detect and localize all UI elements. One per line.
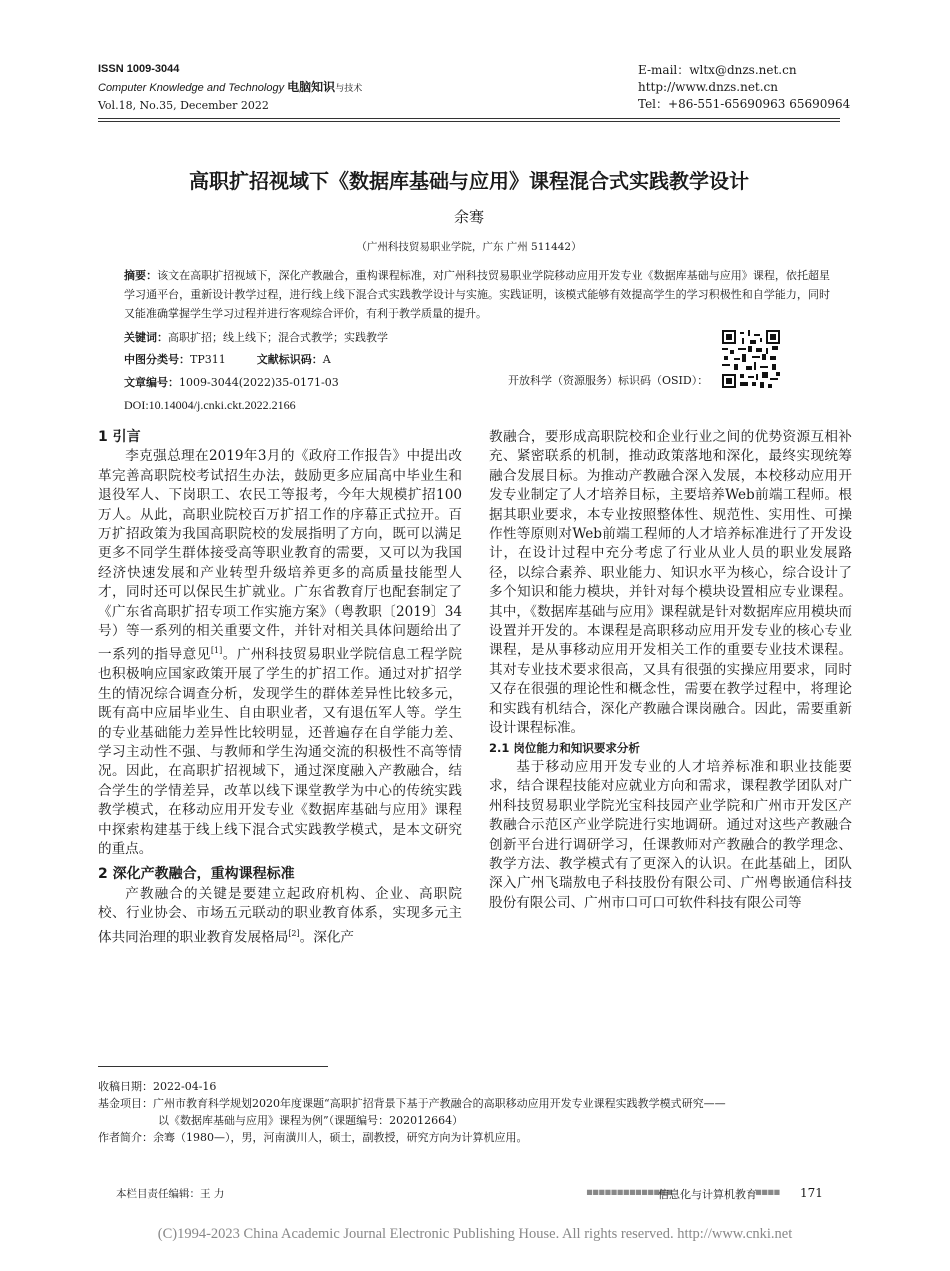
section-2-1-heading: 2.1 岗位能力和知识要求分析 — [489, 740, 640, 755]
right-paragraph-1: 教融合，要形成高职院校和企业行业之间的优势资源互相补充、紧密联系的机制，推动政策落地和深化，最终实现统筹融合发展目标。为推动产教融合深入发展，本校移动应用开发专业制定了人才培养目标，主要培养Web前端工程师。根据其职业要求，本专业按照整体性、规范性、实用性、可操作性等原则对Web前端工程师的人才培养标准进行了开发设计，在设计过程中充分考虑了行业从业人员的职业发展路径，以综合素养、职业能力、知识水平为核心，综合设计了多个知识和能力模块，并针对每个模块设置相应专业课程。其中，《数据库基础与应用》课程就是针对数据库应用模块而设置并开发的。本课程是高职移动应用开发专业的核心专业课程，是从事移动应用开发相关工作的重要专业技术课程。其对专业技术要求很高，又具有很强的实操应用要求，同时又存在很强的理论性和概念性，需要在教学过程中，将理论和实践有机结合，深化产教融合课岗融合。因此，需要重新设计课程标准。 — [489, 429, 852, 737]
ref-1: [1] — [210, 646, 223, 656]
article-number — [124, 373, 339, 393]
keywords-text: 高职扩招；线上线下；混合式教学；实践教学 — [168, 331, 388, 344]
clc-label: 中图分类号： — [124, 353, 190, 366]
ref-2: [2] — [288, 928, 300, 938]
article-no-text: 1009-3044(2022)35-0171-03 — [179, 376, 339, 389]
osid-label: 开放科学（资源服务）标识码（OSID）： — [508, 374, 709, 387]
section-1-heading: 1 引言 — [98, 429, 141, 445]
classification — [124, 350, 331, 370]
doc-code-label: 文献标识码： — [256, 353, 323, 366]
header-rule-2 — [98, 121, 840, 122]
qr-code-icon — [722, 330, 780, 388]
contact-website: http://www.dnzs.net.cn — [638, 80, 779, 94]
footnote-rule — [98, 1066, 328, 1067]
right-paragraph-2: 基于移动应用开发专业的人才培养标准和职业技能要求，结合课程技能对应就业方向和需求，课程教学团队对广州科技贸易职业学院光宝科技园产业学院和广州市开发区产教融合示范区产业学院进行实地调研。通过对这些产教融合创新平台进行调研学习，任课教师对产教融合的教学理念、教学方法、教学模式有了更深入的认识。在此基础上，团队深入广州飞瑞敖电子科技股份有限公司、广州粤嵌通信科技股份有限公司、广州市口可口可软件科技有限公司等 — [489, 758, 852, 911]
abstract-label: 摘要： — [124, 269, 158, 282]
keywords-label: 关键词： — [124, 331, 168, 344]
contact-info — [638, 62, 850, 113]
abstract — [124, 266, 830, 323]
section-2-text: 产教融合的关键是要建立起政府机构、企业、高职院校、行业协会、市场五元联动的职业教育体系，实现多元主体共同治理的职业教育发展格局 — [98, 885, 462, 946]
affiliation: （广州科技贸易职业学院，广东 广州 511442） — [356, 241, 582, 253]
journal-name-en: Computer Knowledge and Technology — [98, 82, 285, 94]
journal-name-cn-small: 与技术 — [335, 83, 363, 93]
section-2-text-tail: 。深化产 — [299, 929, 355, 946]
volume-info: Vol.18, No.35, December 2022 — [98, 99, 269, 112]
received-date: 收稿日期：2022-04-16 — [98, 1080, 217, 1093]
footer-dots-left: ▪▪▪▪▪▪▪▪▪▪▪▪▪▪ — [586, 1186, 672, 1198]
right-column — [489, 428, 852, 913]
article-no-label: 文章编号： — [124, 376, 179, 389]
doi: DOI:10.14004/j.cnki.ckt.2022.2166 — [124, 398, 296, 412]
footer-section: 信息化与计算机教育 — [658, 1188, 757, 1201]
section-2-paragraph — [98, 885, 462, 948]
header-rule — [98, 118, 840, 119]
intro-text-tail: 。广州科技贸易职业学院信息工程学院也积极响应国家政策开展了学生的扩招工作。通过对扩招学生的情况综合调查分析，发现学生的群体差异性比较多元，既有高中应届毕业生、自由职业者，又有退伍军人等。学生的专业基础能力差异性比较明显，还普遍存在自学能力差、学习主动性不强、与教师和学生沟通交流的积极性不高等情况。因此，在高职扩招视域下，通过深度融入产教融合，结合学生的学情差异，改革以线下课堂教学为中心的传统实践教学模式，在移动应用开发专业《数据库基础与应用》课程中探索构建基于线上线下混合式实践教学模式，是本文研究的重点。 — [98, 647, 463, 858]
contact-email: E-mail：wltx@dnzs.net.cn — [638, 63, 797, 77]
fund-info: 基金项目：广州市教育科学规划2020年度课题“高职扩招背景下基于产教融合的高职移动应用开发专业课程实践教学模式研究—— — [98, 1097, 726, 1110]
left-column — [98, 428, 462, 948]
issn: ISSN 1009-3044 — [98, 63, 180, 75]
clc-text: TP311 — [190, 353, 226, 366]
page-number: 171 — [800, 1186, 823, 1200]
editor-credit: 本栏目责任编辑：王 力 — [116, 1188, 225, 1200]
author-name: 余骞 — [453, 208, 484, 226]
footer-dots-right: ▪▪▪▪ — [755, 1186, 780, 1198]
keywords — [124, 328, 388, 348]
intro-paragraph — [98, 447, 462, 859]
doc-code-text: A — [322, 353, 331, 366]
paper-title: 高职扩招视域下《数据库基础与应用》课程混合式实践教学设计 — [189, 169, 749, 193]
intro-text: 李克强总理在2019年3月的《政府工作报告》中提出改革完善高职院校考试招生办法，鼓励更多应届高中毕业生和退役军人、下岗职工、农民工等报考，今年大规模扩招100万人。从此，高职业院校百万扩招工作的序幕正式拉开。百万扩招政策为我国高职院校的发展指明了方向，既可以满足更多不同学生群体接受高等职业教育的需要，又可以为我国经济快速发展和产业转型升级培养更多的高质量技能型人才，同时还可以保民生扩就业。广东省教育厅也配套制定了《广东省高职扩招专项工作实施方案》（粤教职〔2019〕34号）等一系列的相关重要文件，并针对相关具体问题给出了一系列的指导意见 — [98, 448, 462, 663]
journal-header — [98, 60, 362, 115]
journal-name-cn: 电脑知识 — [287, 80, 336, 94]
abstract-text: 该文在高职扩招视域下，深化产教融合，重构课程标准，对广州科技贸易职业学院移动应用开发专业《数据库基础与应用》课程，依托超星学习通平台，重新设计教学过程，进行线上线下混合式实践教学设计与实施。实践证明，该模式能够有效提高学生的学习积极性和自学能力，同时又能准确掌握学生学习过程并进行客观综合评价，有利于教学质量的提升。 — [124, 269, 831, 320]
footnotes — [98, 1078, 840, 1146]
author-info: 作者简介：余骞（1980—），男，河南潢川人，硕士，副教授，研究方向为计算机应用。 — [98, 1131, 528, 1144]
section-2-heading: 2 深化产教融合，重构课程标准 — [98, 866, 295, 883]
fund-info-2: 以《数据库基础与应用》课程为例”（课题编号：202012664） — [158, 1114, 464, 1127]
copyright-line: (C)1994-2023 China Academic Journal Electronic Publishing House. All rights reserved. http://www.cnki.net — [157, 1226, 793, 1242]
contact-tel: Tel：+86-551-65690963 65690964 — [638, 97, 851, 111]
